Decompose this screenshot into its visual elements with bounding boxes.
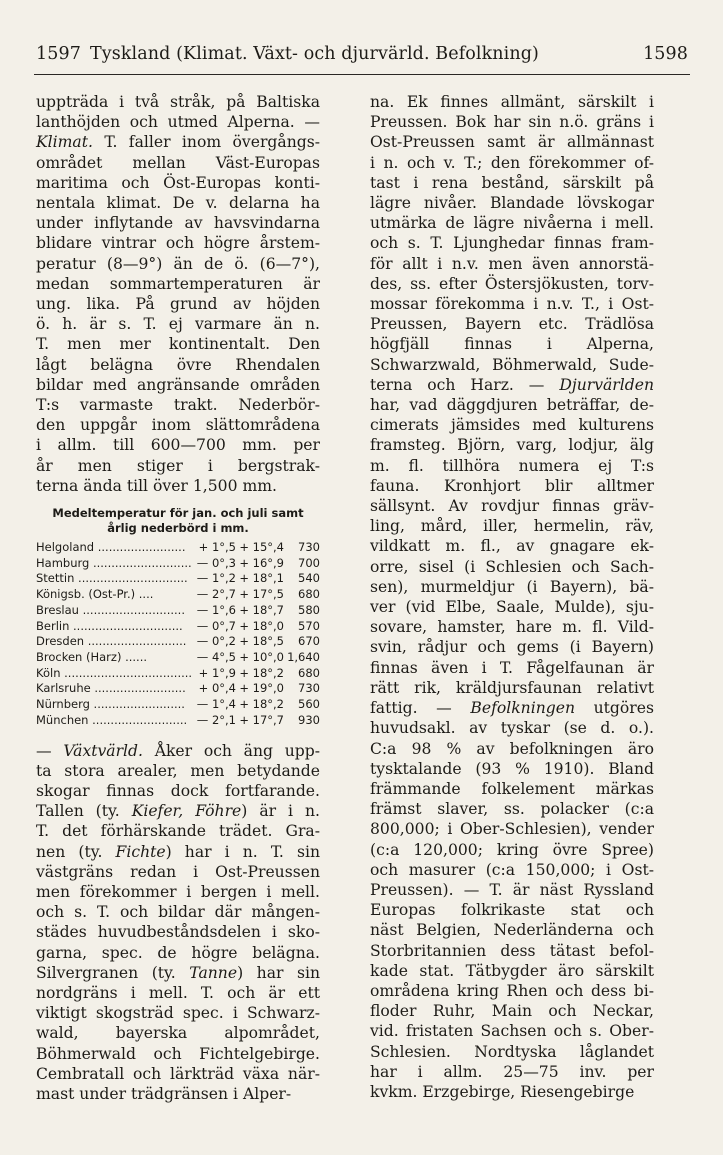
text-line-vaxtvarld: — Växtvärld. Åker och äng upp- [36, 741, 320, 760]
cell-jan: — 0°,7 [196, 618, 236, 633]
text-line: ung. lika. På grund av höjden [36, 295, 320, 314]
table-row [36, 571, 320, 587]
text-line: sen), murmeldjur (i Bayern), bä- [370, 577, 654, 596]
text-line: nentala klimat. De v. delarna ha [36, 194, 320, 213]
text-line: garna, spec. de högre belägna. [36, 943, 320, 962]
cell-city: Helgoland ........................ [36, 540, 186, 555]
text-line: finnas även i T. Fågelfaunan är [370, 658, 654, 677]
page-number-left: 1597 [36, 44, 81, 64]
text-line: Preussen, Bayern etc. Trädlösa [370, 315, 654, 334]
cell-jul: + 16°,9 [239, 555, 284, 570]
cell-prec: 930 [298, 712, 320, 727]
cell-prec: 570 [298, 618, 320, 633]
table-row [36, 697, 320, 713]
text-line: 800,000; i Ober-Schlesien), vender [370, 820, 654, 839]
cell-prec: 680 [298, 587, 320, 602]
text-line: nordgräns i mell. T. och är ett [36, 983, 320, 1002]
text-line: har i allm. 25—75 inv. per [370, 1062, 654, 1081]
text-line: (c:a 120,000; kring övre Spree) [370, 840, 654, 859]
text-line: nen (ty. Fichte) har i n. T. sin [36, 842, 320, 861]
cell-city: Dresden ........................... [36, 634, 187, 649]
text-line: lägre nivåer. Blandade lövskogar [370, 194, 654, 213]
text-line: svin, rådjur och gems (i Bayern) [370, 638, 654, 657]
text-line: ö. h. är s. T. ej varmare än n. [36, 315, 320, 334]
text-line: Böhmerwald och Fichtelgebirge. [36, 1044, 320, 1063]
text-line: i n. och v. T.; den förekommer of- [370, 153, 654, 172]
text-line: m. fl. tillhöra numera ej T:s [370, 456, 654, 475]
table-row [36, 587, 320, 603]
cell-jan: + 1°,5 [198, 540, 236, 555]
cell-jan: — 2°,7 [196, 587, 236, 602]
text-line: vildkatt m. fl., av gnagare ek- [370, 537, 654, 556]
cell-city: Königsb. (Ost-Pr.) .... [36, 587, 154, 602]
text-line: cimerats jämsides med kulturens [370, 416, 654, 435]
text-line: städes huvudbeståndsdelen i sko- [36, 923, 320, 942]
cell-jan: + 1°,9 [198, 665, 236, 680]
text-line: Preussen. Bok har sin n.ö. gräns i [370, 113, 654, 132]
text-line: men förekommer i bergen i mell. [36, 882, 320, 901]
climate-paragraph [36, 92, 320, 496]
cell-prec: 730 [298, 540, 320, 555]
text-line: främmande folkelement märkas [370, 779, 654, 798]
text-line: wald, bayerska alpområdet, [36, 1024, 320, 1043]
cell-prec: 580 [298, 602, 320, 617]
text-line: tysktalande (93 % 1910). Bland [370, 759, 654, 778]
right-column [370, 92, 654, 1102]
text-line: Europas folkrikaste stat och [370, 901, 654, 920]
cell-city: München .......................... [36, 712, 188, 727]
text-line: kvkm. Erzgebirge, Riesengebirge [370, 1082, 635, 1101]
cell-jan: + 0°,4 [198, 681, 236, 696]
text-line-klimat: Klimat. T. faller inom övergångs- [36, 133, 320, 152]
text-line: västgräns redan i Ost-Preussen [36, 862, 320, 881]
table-row [36, 666, 320, 682]
text-line: peratur (8—9°) än de ö. (6—7°), [36, 254, 320, 273]
vegetation-paragraph [36, 741, 320, 1105]
cell-jul: + 18°,2 [239, 697, 284, 712]
text-line: år men stiger i bergstrak- [36, 456, 320, 475]
text-line: blidare vintrar och högre årstem- [36, 234, 320, 253]
table-title-line: Medeltemperatur för jan. och juli samt [52, 506, 304, 521]
text-line: fauna. Kronhjort blir alltmer [370, 476, 654, 495]
text-line: medan sommartemperaturen är [36, 274, 320, 293]
cell-jan: — 4°,5 [196, 649, 236, 664]
text-line: uppträda i två stråk, på Baltiska [36, 93, 320, 111]
table-row [36, 540, 320, 556]
text-line: lågt belägna övre Rhendalen [36, 355, 320, 374]
table-title-line: årlig nederbörd i mm. [107, 521, 249, 536]
cell-jul: + 19°,0 [239, 681, 284, 696]
cell-jul: + 18°,5 [239, 634, 284, 649]
text-line: Schlesien. Nordtyska låglandet [370, 1042, 654, 1061]
table-row [36, 650, 320, 666]
cell-city: Brocken (Harz) ...... [36, 649, 148, 664]
page-number-right: 1598 [643, 44, 688, 64]
text-line: högfjäll finnas i Alperna, [370, 335, 654, 354]
cell-prec: 1,640 [287, 649, 320, 664]
cell-jan: — 2°,1 [196, 712, 236, 727]
cell-prec: 540 [298, 571, 320, 586]
cell-jan: — 1°,2 [196, 571, 236, 586]
text-line: mossar förekomma i n.v. T., i Ost- [370, 295, 654, 314]
cell-prec: 730 [298, 681, 320, 696]
text-line: och s. T. och bildar där mången- [36, 903, 320, 922]
table-row [36, 556, 320, 572]
temperature-table [36, 540, 320, 728]
cell-city: Köln ................................... [36, 665, 193, 680]
cell-jul: + 17°,5 [239, 587, 284, 602]
text-line: kade stat. Tätbygder äro särskilt [370, 961, 654, 980]
text-line: terna och Harz. — Djurvärlden [370, 375, 654, 394]
cell-city: Berlin .............................. [36, 618, 183, 633]
cell-jul: + 17°,7 [239, 712, 284, 727]
text-line: framsteg. Björn, varg, lodjur, älg [370, 436, 654, 455]
text-line: lanthöjden och utmed Alperna. — [36, 113, 320, 132]
cell-city: Breslau ............................ [36, 602, 185, 617]
temperature-table-title [36, 506, 320, 536]
cell-jan: — 0°,2 [196, 634, 236, 649]
table-row [36, 634, 320, 650]
header-rule [34, 74, 690, 75]
text-line: Schwarzwald, Böhmerwald, Sude- [370, 355, 654, 374]
text-line: i allm. till 600—700 mm. per [36, 436, 320, 455]
cell-jul: + 18°,7 [239, 602, 284, 617]
text-line: na. Ek finnes allmänt, särskilt i [370, 93, 654, 111]
text-line: Cembratall och lärkträd växa när- [36, 1064, 320, 1083]
table-row [36, 681, 320, 697]
text-line: fattig. — Befolkningen utgöres [370, 699, 654, 718]
text-line: bildar med angränsande områden [36, 375, 320, 394]
cell-jul: + 10°,0 [239, 649, 284, 664]
text-line: för allt i n.v. men även annorstä- [370, 254, 654, 273]
text-line: tast i rena bestånd, särskilt på [370, 173, 654, 192]
cell-jul: + 18°,1 [239, 571, 284, 586]
text-line: huvudsakl. av tyskar (se d. o.). [370, 719, 654, 738]
text-line: viktigt skogsträd spec. i Schwarz- [36, 1004, 320, 1023]
cell-prec: 670 [298, 634, 320, 649]
text-line: den uppgår inom slättområdena [36, 416, 320, 435]
text-line: ta stora arealer, men betydande [36, 761, 320, 780]
cell-prec: 560 [298, 697, 320, 712]
cell-prec: 680 [298, 665, 320, 680]
text-line: ling, mård, iller, hermelin, räv, [370, 517, 654, 536]
text-line: sällsynt. Av rovdjur finnas gräv- [370, 497, 654, 516]
text-line: Tallen (ty. Kiefer, Föhre) är i n. [36, 802, 320, 821]
cell-city: Stettin .............................. [36, 571, 188, 586]
text-line: ver (vid Elbe, Saale, Mulde), sju- [370, 598, 654, 617]
text-line: sovare, hamster, hare m. fl. Vild- [370, 618, 654, 637]
cell-jan: — 1°,6 [196, 602, 236, 617]
text-line: C:a 98 % av befolkningen äro [370, 739, 654, 758]
text-line: områdena kring Rhen och dess bi- [370, 981, 654, 1000]
cell-jan: — 0°,3 [196, 555, 236, 570]
text-line: under inflytande av havsvindarna [36, 214, 320, 233]
text-line: rätt rik, kräldjursfaunan relativt [370, 678, 654, 697]
text-line: terna ända till över 1,500 mm. [36, 476, 277, 495]
text-line: har, vad däggdjuren beträffar, de- [370, 396, 654, 415]
text-line: området mellan Väst-Europas [36, 153, 320, 172]
text-line: floder Ruhr, Main och Neckar, [370, 1002, 654, 1021]
text-line: orre, sisel (i Schlesien och Sach- [370, 557, 654, 576]
text-line: skogar finnas dock fortfarande. [36, 781, 320, 800]
text-line: och s. T. Ljunghedar finnas fram- [370, 234, 654, 253]
cell-city: Hamburg ........................... [36, 555, 192, 570]
cell-jul: + 15°,4 [239, 540, 284, 555]
cell-jan: — 1°,4 [196, 697, 236, 712]
text-line: maritima och Öst-Europas konti- [36, 173, 320, 192]
text-line: Ost-Preussen samt är allmännast [370, 133, 654, 152]
text-line: T. det förhärskande trädet. Gra- [36, 822, 320, 841]
text-line: Preussen). — T. är näst Ryssland [370, 880, 654, 899]
text-line: mast under trädgränsen i Alper- [36, 1084, 292, 1103]
text-line: utmärka de lägre nivåerna i mell. [370, 214, 654, 233]
text-line: Storbritannien dess tätast befol- [370, 941, 654, 960]
text-line: T. men mer kontinentalt. Den [36, 335, 320, 354]
cell-prec: 700 [298, 555, 320, 570]
running-title: Tyskland (Klimat. Växt- och djurvärld. Befolkning) [90, 44, 539, 64]
text-line: Silvergranen (ty. Tanne) har sin [36, 963, 321, 982]
text-line: T:s varmaste trakt. Nederbör- [36, 396, 320, 415]
text-line: vid. fristaten Sachsen och s. Ober- [370, 1022, 654, 1041]
table-row [36, 713, 320, 729]
text-line: des, ss. efter Östersjökusten, torv- [370, 274, 654, 293]
text-line: och masurer (c:a 150,000; i Ost- [370, 860, 654, 879]
cell-city: Nürnberg ......................... [36, 697, 185, 712]
text-line: främst slaver, ss. polacker (c:a [370, 800, 654, 819]
text-line: näst Belgien, Nederländerna och [370, 921, 654, 940]
cell-jul: + 18°,0 [239, 618, 284, 633]
cell-jul: + 18°,2 [239, 665, 284, 680]
left-column [36, 92, 320, 1104]
table-row [36, 619, 320, 635]
cell-city: Karlsruhe ......................... [36, 681, 186, 696]
page-header [36, 44, 688, 72]
table-row [36, 603, 320, 619]
